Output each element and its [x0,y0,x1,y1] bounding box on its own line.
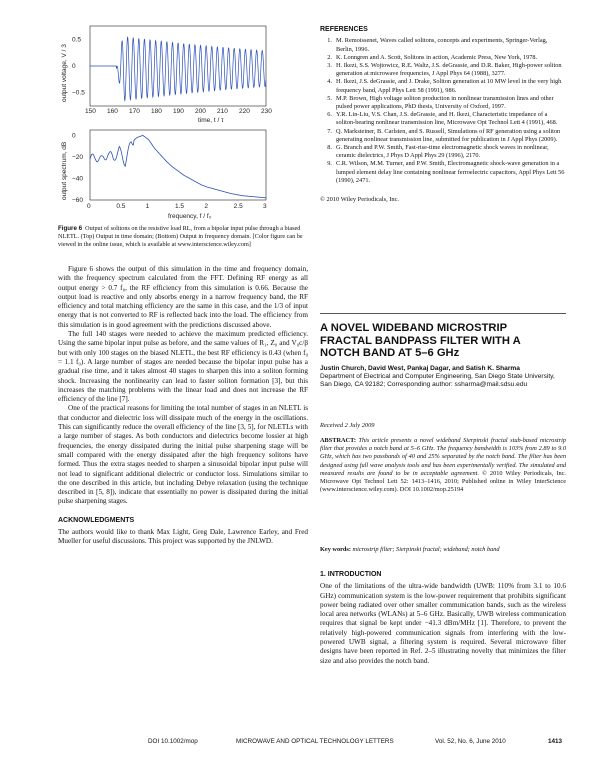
reference-number: 9. [327,160,332,168]
title-rule [320,313,566,314]
reference-number: 8. [327,143,332,151]
reference-text: M. Remoissenet, Waves called solitons, concepts and experiments, Springer-Verlag, Berlin, 1996. [336,37,548,53]
top-x-tick-label: 220 [239,108,250,115]
top-x-tick-label: 180 [151,108,162,115]
reference-number: 1. [327,37,332,45]
reference-number: 7. [327,127,332,135]
footer-journal: MICROWAVE AND OPTICAL TECHNOLOGY LETTERS [236,738,394,745]
caption-label: Figure 6 [58,225,83,232]
bottom-y-tick-label: −20 [72,153,84,161]
top-plot-curve [90,37,266,100]
abstract-text: This article presents a novel wideband Sierpinski fractal stub-based microstrip filter that provides a notch band at 5–6 GHz. The frequency bandwidth is 103% from 2.89 to 9.0 GHz, which has two passbands of 40 and 25% separated by the notch band. The filter has been designed using full wave analysis tools and has been experimentally verified. The simulated and measured results are found to be in acceptable agreement. [320,437,567,477]
reference-item [320,62,566,78]
reference-item [320,160,566,185]
reference-item [320,54,566,62]
bottom-x-tick-label: 1 [145,203,150,210]
copyright: © 2010 Wiley Periodicals, Inc. [320,195,400,203]
reference-number: 5. [327,94,332,102]
bottom-x-tick-label: 2 [204,203,208,210]
reference-text: Y.R. Lin-Liu, V.S. Chan, J.S. deGrassie, and H. Ikezi, Characteristic impedance of a soliton-bearing nonlinear transmission line, Microwave Opt Technol Lett 4 (1991), 468. [336,111,558,127]
intro-heading: 1. INTRODUCTION [320,571,382,578]
authors: Justin Church, David West, Pankaj Dagar, and Satish K. Sharma [320,365,520,372]
reference-text: C.R. Wilson, M.M. Turner, and P.W. Smith, Electromagnetic shock-wave generation in a lumped element delay line containing nonlinear ferroelectric capacitors, Appl Phys Lett 56 (1990), 2471. [336,160,565,184]
bottom-x-tick-label: 0.5 [116,203,126,210]
bottom-x-tick-label: 0 [87,203,91,210]
bottom-y-tick-label: −40 [72,175,84,183]
paragraph-3: One of the practical reasons for limiting the total number of stages in an NLETL is that conductor and dielectric loss will dissipate much of the energy in the oscillations. This can significantly reduce the overall efficiency of the line [3, 5], for NLETLs with a large number of stages. As both conductors and dielectrics become lossier at high frequencies, the energy dissipated during the initial pulse sharpening stage will be small compared with the energy dissipated after the high frequency solitons have formed. Thus the extra stages needed to sharpen a sinusoidal bipolar input pulse will not lead to significant additional dielectric or conductor loss. Simulations similar to the one described in this article, but including Debye relaxation (using the technique described in [5, 8]), indicate that essentially no power is dissipated during the initial pulse sharpening stages. [58,404,308,506]
bottom-plot-frame [90,130,266,200]
abstract [320,437,566,494]
top-y-tick-label: 0 [72,63,76,70]
footer-doi: DOI 10.1002/mop [148,738,198,745]
reference-item [320,95,566,111]
reference-text: H. Ikezi, S.S. Wojtowicz, R.E. Waltz, J.S. deGrassie, and D.R. Baker, High-power soliton generation at microwave frequencies, J Appl Phys 64 (1988), 3277. [336,61,562,78]
reference-text: Q. Marksteiner, B. Carlsten, and S. Russell, Simulations of RF generation using a soliton generating nonlinear transmission line, submitted for publication in J Appl Phys (2009). [336,127,561,143]
reference-item [320,144,566,160]
abstract-label: ABSTRACT: [320,437,356,444]
keywords-label: Key words: [320,546,351,553]
caption-text: Output of solitons on the resistive load RL, from a bipolar input pulse through a biased NLETL. (Top) Output in time domain; (Bottom) Output in frequency domain. [Color figure can be viewed in the online issue, which is available at www.interscience.wiley.com] [58,225,303,248]
top-x-tick-label: 160 [107,108,118,115]
figure-6 [58,22,308,222]
footer-volume: Vol. 52, No. 6, June 2010 [435,738,506,745]
bottom-x-tick-label: 2.5 [233,203,243,210]
paragraph-1: Figure 6 shows the output of this simulation in the time and frequency domain, with the frequency spectrum calculated from the FFT. Defining RF energy as all output energy > 0.7 f₀, the RF efficiency from this simulation is 0.66. Because the output load is reactive and only absorbs energy in a narrow frequency band, the RF efficiency and total matching efficiency are the same in this case, and the 1/3 of input energy that is not converted to RF is reflected back into the load. The efficiency from this simulation is in good agreement with the predictions discussed above. [58,265,308,329]
top-x-tick-label: 230 [261,108,272,115]
reference-number: 4. [327,78,332,86]
reference-text: H. Ikezi, J.S. deGrassie, and J. Drake, Soliton generation at 10 MW level in the very high frequency band, Appl Phys Lett 58 (1991), 986. [336,78,562,94]
received-date: Received 2 July 2009 [320,422,375,429]
footer-page: 1413 [548,738,563,745]
top-plot-xlabel: time, t / τ [198,117,224,124]
references [320,25,566,204]
top-y-tick-label: −0.5 [72,89,85,97]
introduction [320,570,566,666]
top-x-tick-label: 170 [129,108,140,115]
bottom-y-tick-label: 0 [72,132,76,140]
bottom-x-tick-label: 1.5 [175,203,185,210]
ack-heading: ACKNOWLEDGMENTS [58,516,135,524]
reference-number: 2. [327,53,332,61]
reference-text: K. Lonngren and A. Scott, Solitons in action, Academic Press, New York, 1978. [336,53,538,61]
top-x-tick-label: 150 [85,108,96,115]
bottom-y-tick-label: −60 [72,197,84,204]
reference-item [320,78,566,94]
top-x-tick-label: 200 [195,108,206,115]
reference-text: M.P. Brown, High voltage soliton production in nonlinear transmission lines and other pulsed power applications, PhD thesis, University of Oxford, 1997. [336,94,554,110]
reference-text: G. Branch and P.W. Smith, Fast-rise-time electromagnetic shock waves in nonlinear, ceramic dielectrics, J Phys D Appl Phys 29 (1996), 2170. [336,143,549,160]
bottom-plot-curve [90,135,266,197]
figure-caption [58,225,308,249]
abstract-tail: © 2010 Wiley Periodicals, Inc. Microwave Opt Technol Lett 52: 1413–1416, 2010; Published online in Wiley InterScience (www.interscience.wiley.com). DOI 10.1002/mop.25194 [320,469,566,494]
authors-block [320,365,560,390]
keywords [320,546,566,554]
reference-number: 3. [327,61,332,69]
top-plot-ylabel: output voltage, V / 3 [61,44,68,102]
affiliation: Department of Electrical and Computer Engineering, San Diego State University, San Diego, CA 92182; Corresponding author: ssharma@mail.sdsu.edu [320,373,555,389]
reference-number: 6. [327,111,332,119]
paragraph-2: The full 140 stages were needed to achieve the maximum predicted efficiency. Using the same bipolar input pulse as before, and the same values of R₁, Z₀ and V₀c/β but with only 100 stages on the biased NLETL, the best RF efficiency is 0.43 (when f₀ = 1.1 f₀). A large number of stages are needed because the bipolar input pulse has a gradual rise time, and it takes almost 40 stages to sharpen this into a soliton forming shock. Increasing the nonlinearity can lead to faster soliton formation [3], but this increases the matching problems with the linear load and does not increase the RF efficiency of the line [7]. [58,330,308,404]
keywords-text: microstrip filter; Sierpinski fractal; wideband; notch band [352,546,500,553]
top-y-tick-label: 0.5 [72,36,82,44]
references-heading: REFERENCES [320,26,368,33]
bottom-plot-ylabel: output spectrum, dB [61,141,68,200]
ack-text: The authors would like to thank Max Light, Greg Dale, Lawrence Earley, and Fred Mueller for useful discussions. This project was supported by the JNLWD. [58,528,308,546]
bottom-plot-xlabel: frequency, f / f₀ [168,213,212,220]
top-x-tick-label: 210 [217,108,228,115]
top-x-tick-label: 190 [173,108,184,115]
reference-item [320,111,566,127]
left-body [58,265,308,547]
bottom-x-tick-label: 3 [263,203,267,210]
article-title: A NOVEL WIDEBAND MICROSTRIP FRACTAL BANDPASS FILTER WITH A NOTCH BAND AT 5–6 GHz [320,322,521,359]
reference-item [320,128,566,144]
reference-item [320,37,566,53]
intro-text: One of the limitations of the ultra-wide bandwidth (UWB: 110% from 3.1 to 10.6 GHz) communication system is the low-power requirement that prohibits significant power being radiated over other smaller communication bands, such as the wireless local area networks (WLANs) at 5–6 GHz. Basically, UWB wireless communication requires that signal be kept under −41.3 dBm/MHz [1]. Therefore, to prevent the relatively high-powered communication signals from interfering with the low-powered UWB signal, a filtering system is required. Several microwave filter designs have been reported in Ref. 2–5 illustrating novelty that minimizes the filter size and also provides the notch band. [320,582,566,665]
